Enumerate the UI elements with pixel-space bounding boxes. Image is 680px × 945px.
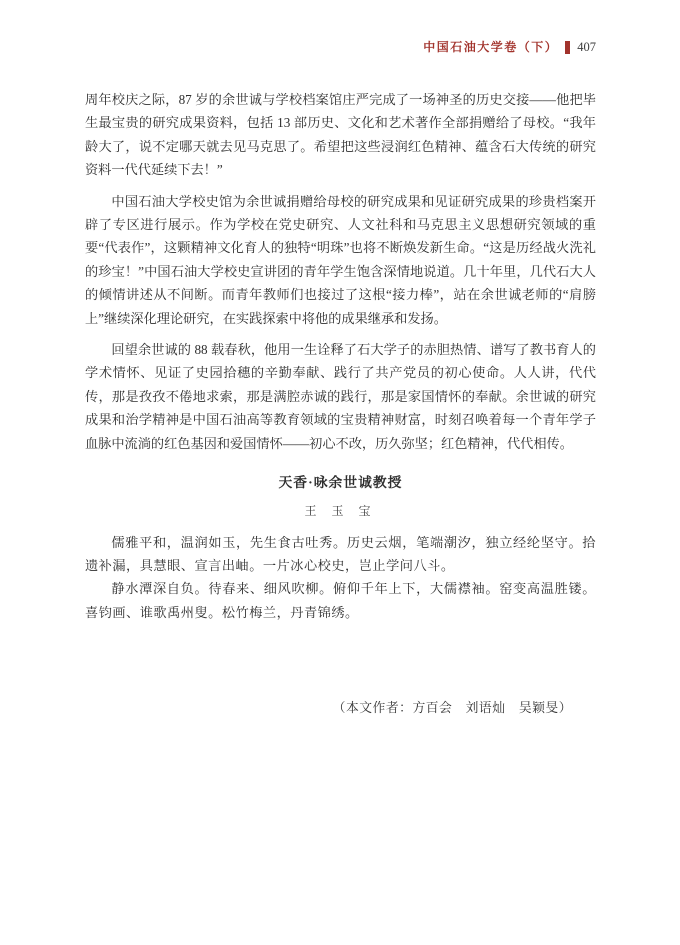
article-body (85, 88, 596, 718)
poem-author: 王 玉 宝 (304, 503, 377, 518)
poem-stanza-1: 儒雅平和，温润如玉，先生食古吐秀。历史云烟，笔端潮汐，独立经纶坚守。拾遗补漏，具慧眼、宣言出岫。一片冰心校史，岂止学问八斗。 (85, 534, 596, 573)
header-divider-bar (565, 41, 570, 54)
body-paragraph-exhibit: 中国石油大学校史馆为余世诚捐赠给母校的研究成果和见证研究成果的珍贵档案开辟了专区进行展示。作为学校在党史研究、人文社科和马克思主义思想研究领域的重要“代表作”，这颗精神文化育人的独特“明珠”也将不断焕发新生命。“这是历经战火洗礼的珍宝！”中国石油大学校史宣讲团的青年学生饱含深情地说道。几十年里，几代石大人的倾情讲述从不间断。而青年教师们也接过了这根“接力棒”，站在余世诚老师的“肩膀上”继续深化理论研究，在实践探索中将他的成果继承和发扬。 (85, 193, 596, 326)
body-paragraph-continuation: 周年校庆之际，87 岁的余世诚与学校档案馆庄严完成了一场神圣的历史交接——他把毕生最宝贵的研究成果资料，包括 13 部历史、文化和艺术著作全部捐赠给了母校。“我年龄大了，说不定哪天就去见马克思了。希望把这些浸润红色精神、蕴含石大传统的研究资料一代代延续下去！” (85, 92, 596, 178)
page-number: 407 (577, 40, 596, 54)
body-paragraph-legacy: 回望余世诚的 88 载春秋，他用一生诠释了石大学子的赤胆热情、谱写了教书育人的学术情怀、见证了史园拾穗的辛勤奉献、践行了共产党员的初心使命。人人讲，代代传，那是孜孜不倦地求索，那是满腔赤诚的践行，那是家国情怀的奉献。余世诚的研究成果和治学精神是中国石油高等教育领域的宝贵精神财富，时刻召唤着每一个青年学子血脉中流淌的红色基因和爱国情怀——初心不改，历久弥坚；红色精神，代代相传。 (85, 342, 596, 451)
volume-title: 中国石油大学卷（下） (423, 40, 559, 54)
page-header (423, 40, 596, 54)
poem-title: 天香·咏余世诚教授 (278, 475, 403, 491)
poem-stanza-2: 静水潭深自负。待春来、细风吹柳。俯仰千年上下，大儒襟袖。窑变高温胜镂。喜钧画、谁歌禹州叟。松竹梅兰，丹青锦绣。 (85, 581, 596, 620)
attribution-line: （本文作者：方百会 刘语灿 吴颖旻） (332, 701, 572, 716)
